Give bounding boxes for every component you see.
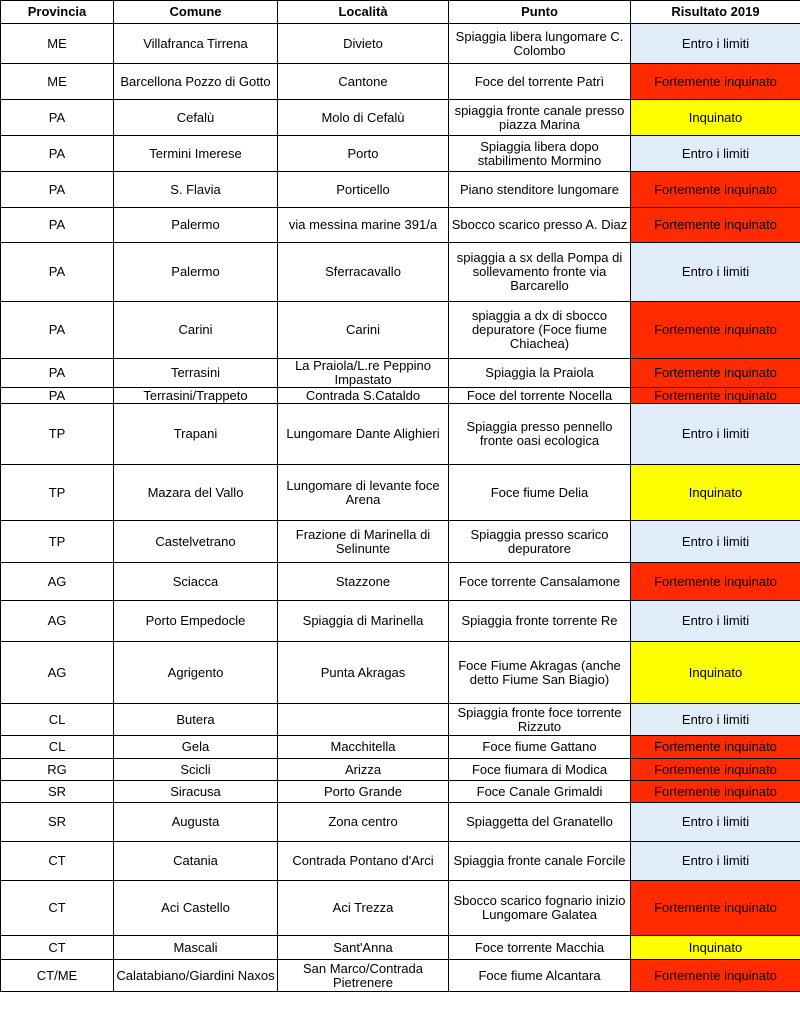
cell-localita: Divieto: [278, 24, 449, 64]
cell-punto: Foce Canale Grimaldi: [449, 781, 631, 803]
cell-localita: San Marco/Contrada Pietrenere: [278, 960, 449, 992]
cell-localita: Frazione di Marinella di Selinunte: [278, 521, 449, 563]
cell-punto: Foce torrente Macchia: [449, 936, 631, 960]
table-row: [1, 24, 800, 64]
cell-punto: Spiaggia libera lungomare C. Colombo: [449, 24, 631, 64]
cell-provincia: PA: [1, 100, 114, 136]
table-row: [1, 736, 800, 759]
cell-risultato: Fortemente inquinato: [631, 64, 800, 100]
table-row: [1, 136, 800, 172]
cell-provincia: CT: [1, 936, 114, 960]
cell-punto: Spiaggia libera dopo stabilimento Mormino: [449, 136, 631, 172]
table-row: [1, 960, 800, 992]
cell-provincia: AG: [1, 563, 114, 601]
cell-provincia: CT/ME: [1, 960, 114, 992]
cell-risultato: Entro i limiti: [631, 243, 800, 302]
cell-punto: Spiaggetta del Granatello: [449, 803, 631, 842]
cell-comune: Cefalù: [114, 100, 278, 136]
cell-punto: Spiaggia la Praiola: [449, 359, 631, 388]
table-row: [1, 465, 800, 521]
table-row: [1, 388, 800, 404]
cell-risultato: Fortemente inquinato: [631, 563, 800, 601]
cell-localita: Porticello: [278, 172, 449, 208]
table-row: [1, 64, 800, 100]
cell-provincia: PA: [1, 136, 114, 172]
cell-risultato: Fortemente inquinato: [631, 736, 800, 759]
cell-punto: Foce Fiume Akragas (anche detto Fiume San Biagio): [449, 642, 631, 704]
cell-risultato: Entro i limiti: [631, 404, 800, 465]
cell-provincia: CT: [1, 881, 114, 936]
cell-comune: Catania: [114, 842, 278, 881]
cell-risultato: Inquinato: [631, 642, 800, 704]
cell-punto: spiaggia fronte canale presso piazza Marina: [449, 100, 631, 136]
cell-comune: Sciacca: [114, 563, 278, 601]
cell-comune: Carini: [114, 302, 278, 359]
cell-comune: Terrasini: [114, 359, 278, 388]
cell-comune: Villafranca Tirrena: [114, 24, 278, 64]
cell-localita: Spiaggia di Marinella: [278, 601, 449, 642]
cell-provincia: PA: [1, 243, 114, 302]
cell-localita: Contrada Pontano d'Arci: [278, 842, 449, 881]
cell-provincia: PA: [1, 172, 114, 208]
cell-provincia: ME: [1, 64, 114, 100]
cell-risultato: Fortemente inquinato: [631, 359, 800, 388]
cell-localita: Contrada S.Cataldo: [278, 388, 449, 404]
table-row: [1, 100, 800, 136]
cell-risultato: Fortemente inquinato: [631, 759, 800, 781]
cell-localita: Cantone: [278, 64, 449, 100]
header-comune: Comune: [114, 1, 278, 24]
cell-risultato: Inquinato: [631, 100, 800, 136]
table-row: [1, 759, 800, 781]
cell-provincia: CL: [1, 736, 114, 759]
cell-comune: Siracusa: [114, 781, 278, 803]
cell-comune: Agrigento: [114, 642, 278, 704]
table-row: [1, 521, 800, 563]
cell-punto: Foce fiumara di Modica: [449, 759, 631, 781]
cell-comune: Terrasini/Trappeto: [114, 388, 278, 404]
cell-localita: Stazzone: [278, 563, 449, 601]
cell-comune: Aci Castello: [114, 881, 278, 936]
cell-risultato: Fortemente inquinato: [631, 960, 800, 992]
table-row: [1, 601, 800, 642]
cell-comune: Mascali: [114, 936, 278, 960]
table-row: [1, 404, 800, 465]
table-row: [1, 359, 800, 388]
table-row: [1, 563, 800, 601]
cell-localita: Carini: [278, 302, 449, 359]
cell-localita: Arizza: [278, 759, 449, 781]
cell-risultato: Fortemente inquinato: [631, 172, 800, 208]
cell-comune: Trapani: [114, 404, 278, 465]
cell-localita: Sferracavallo: [278, 243, 449, 302]
cell-provincia: AG: [1, 601, 114, 642]
header-row: [1, 1, 800, 24]
cell-risultato: Entro i limiti: [631, 136, 800, 172]
cell-comune: Porto Empedocle: [114, 601, 278, 642]
table-row: [1, 642, 800, 704]
cell-punto: Spiaggia presso scarico depuratore: [449, 521, 631, 563]
cell-comune: Palermo: [114, 208, 278, 243]
cell-risultato: Entro i limiti: [631, 601, 800, 642]
cell-provincia: PA: [1, 359, 114, 388]
cell-punto: Foce del torrente Nocella: [449, 388, 631, 404]
cell-punto: Piano stenditore lungomare: [449, 172, 631, 208]
cell-localita: Lungomare di levante foce Arena: [278, 465, 449, 521]
cell-risultato: Entro i limiti: [631, 842, 800, 881]
cell-comune: Mazara del Vallo: [114, 465, 278, 521]
cell-localita: Punta Akragas: [278, 642, 449, 704]
cell-comune: Termini Imerese: [114, 136, 278, 172]
cell-punto: Spiaggia fronte foce torrente Rizzuto: [449, 704, 631, 736]
table-row: [1, 842, 800, 881]
cell-risultato: Inquinato: [631, 465, 800, 521]
cell-punto: Foce fiume Delia: [449, 465, 631, 521]
cell-localita: Aci Trezza: [278, 881, 449, 936]
cell-provincia: TP: [1, 521, 114, 563]
cell-localita: Sant'Anna: [278, 936, 449, 960]
cell-localita: Porto: [278, 136, 449, 172]
cell-comune: S. Flavia: [114, 172, 278, 208]
cell-provincia: PA: [1, 208, 114, 243]
table-row: [1, 243, 800, 302]
cell-comune: Barcellona Pozzo di Gotto: [114, 64, 278, 100]
cell-provincia: RG: [1, 759, 114, 781]
cell-localita: Macchitella: [278, 736, 449, 759]
cell-provincia: TP: [1, 404, 114, 465]
cell-provincia: PA: [1, 302, 114, 359]
header-risultato: Risultato 2019: [631, 1, 800, 24]
cell-comune: Palermo: [114, 243, 278, 302]
cell-provincia: ME: [1, 24, 114, 64]
cell-risultato: Fortemente inquinato: [631, 208, 800, 243]
table-row: [1, 803, 800, 842]
cell-punto: Spiaggia fronte torrente Re: [449, 601, 631, 642]
cell-risultato: Entro i limiti: [631, 24, 800, 64]
cell-comune: Scicli: [114, 759, 278, 781]
cell-localita: Molo di Cefalù: [278, 100, 449, 136]
cell-punto: Spiaggia presso pennello fronte oasi ecologica: [449, 404, 631, 465]
cell-comune: Calatabiano/Giardini Naxos: [114, 960, 278, 992]
cell-provincia: CT: [1, 842, 114, 881]
cell-provincia: AG: [1, 642, 114, 704]
table-row: [1, 936, 800, 960]
cell-punto: spiaggia a sx della Pompa di sollevamento fronte via Barcarello: [449, 243, 631, 302]
cell-punto: spiaggia a dx di sbocco depuratore (Foce fiume Chiachea): [449, 302, 631, 359]
header-punto: Punto: [449, 1, 631, 24]
cell-risultato: Entro i limiti: [631, 704, 800, 736]
header-localita: Località: [278, 1, 449, 24]
cell-comune: Butera: [114, 704, 278, 736]
cell-provincia: PA: [1, 388, 114, 404]
cell-punto: Foce fiume Gattano: [449, 736, 631, 759]
cell-punto: Sbocco scarico presso A. Diaz: [449, 208, 631, 243]
cell-risultato: Entro i limiti: [631, 803, 800, 842]
cell-localita: via messina marine 391/a: [278, 208, 449, 243]
table-row: [1, 172, 800, 208]
table-row: [1, 781, 800, 803]
table-row: [1, 302, 800, 359]
cell-punto: Foce del torrente Patrì: [449, 64, 631, 100]
cell-provincia: SR: [1, 781, 114, 803]
cell-punto: Foce fiume Alcantara: [449, 960, 631, 992]
cell-localita: Porto Grande: [278, 781, 449, 803]
cell-punto: Spiaggia fronte canale Forcile: [449, 842, 631, 881]
table-row: [1, 208, 800, 243]
cell-localita: [278, 704, 449, 736]
cell-risultato: Fortemente inquinato: [631, 302, 800, 359]
cell-localita: Lungomare Dante Alighieri: [278, 404, 449, 465]
header-provincia: Provincia: [1, 1, 114, 24]
cell-localita: La Praiola/L.re Peppino Impastato: [278, 359, 449, 388]
cell-risultato: Fortemente inquinato: [631, 781, 800, 803]
cell-punto: Foce torrente Cansalamone: [449, 563, 631, 601]
cell-punto: Sbocco scarico fognario inizio Lungomare Galatea: [449, 881, 631, 936]
table-row: [1, 881, 800, 936]
cell-comune: Gela: [114, 736, 278, 759]
cell-risultato: Fortemente inquinato: [631, 881, 800, 936]
cell-provincia: TP: [1, 465, 114, 521]
cell-comune: Castelvetrano: [114, 521, 278, 563]
cell-comune: Augusta: [114, 803, 278, 842]
cell-provincia: CL: [1, 704, 114, 736]
cell-localita: Zona centro: [278, 803, 449, 842]
cell-provincia: SR: [1, 803, 114, 842]
cell-risultato: Entro i limiti: [631, 521, 800, 563]
cell-risultato: Inquinato: [631, 936, 800, 960]
table-row: [1, 704, 800, 736]
cell-risultato: Fortemente inquinato: [631, 388, 800, 404]
